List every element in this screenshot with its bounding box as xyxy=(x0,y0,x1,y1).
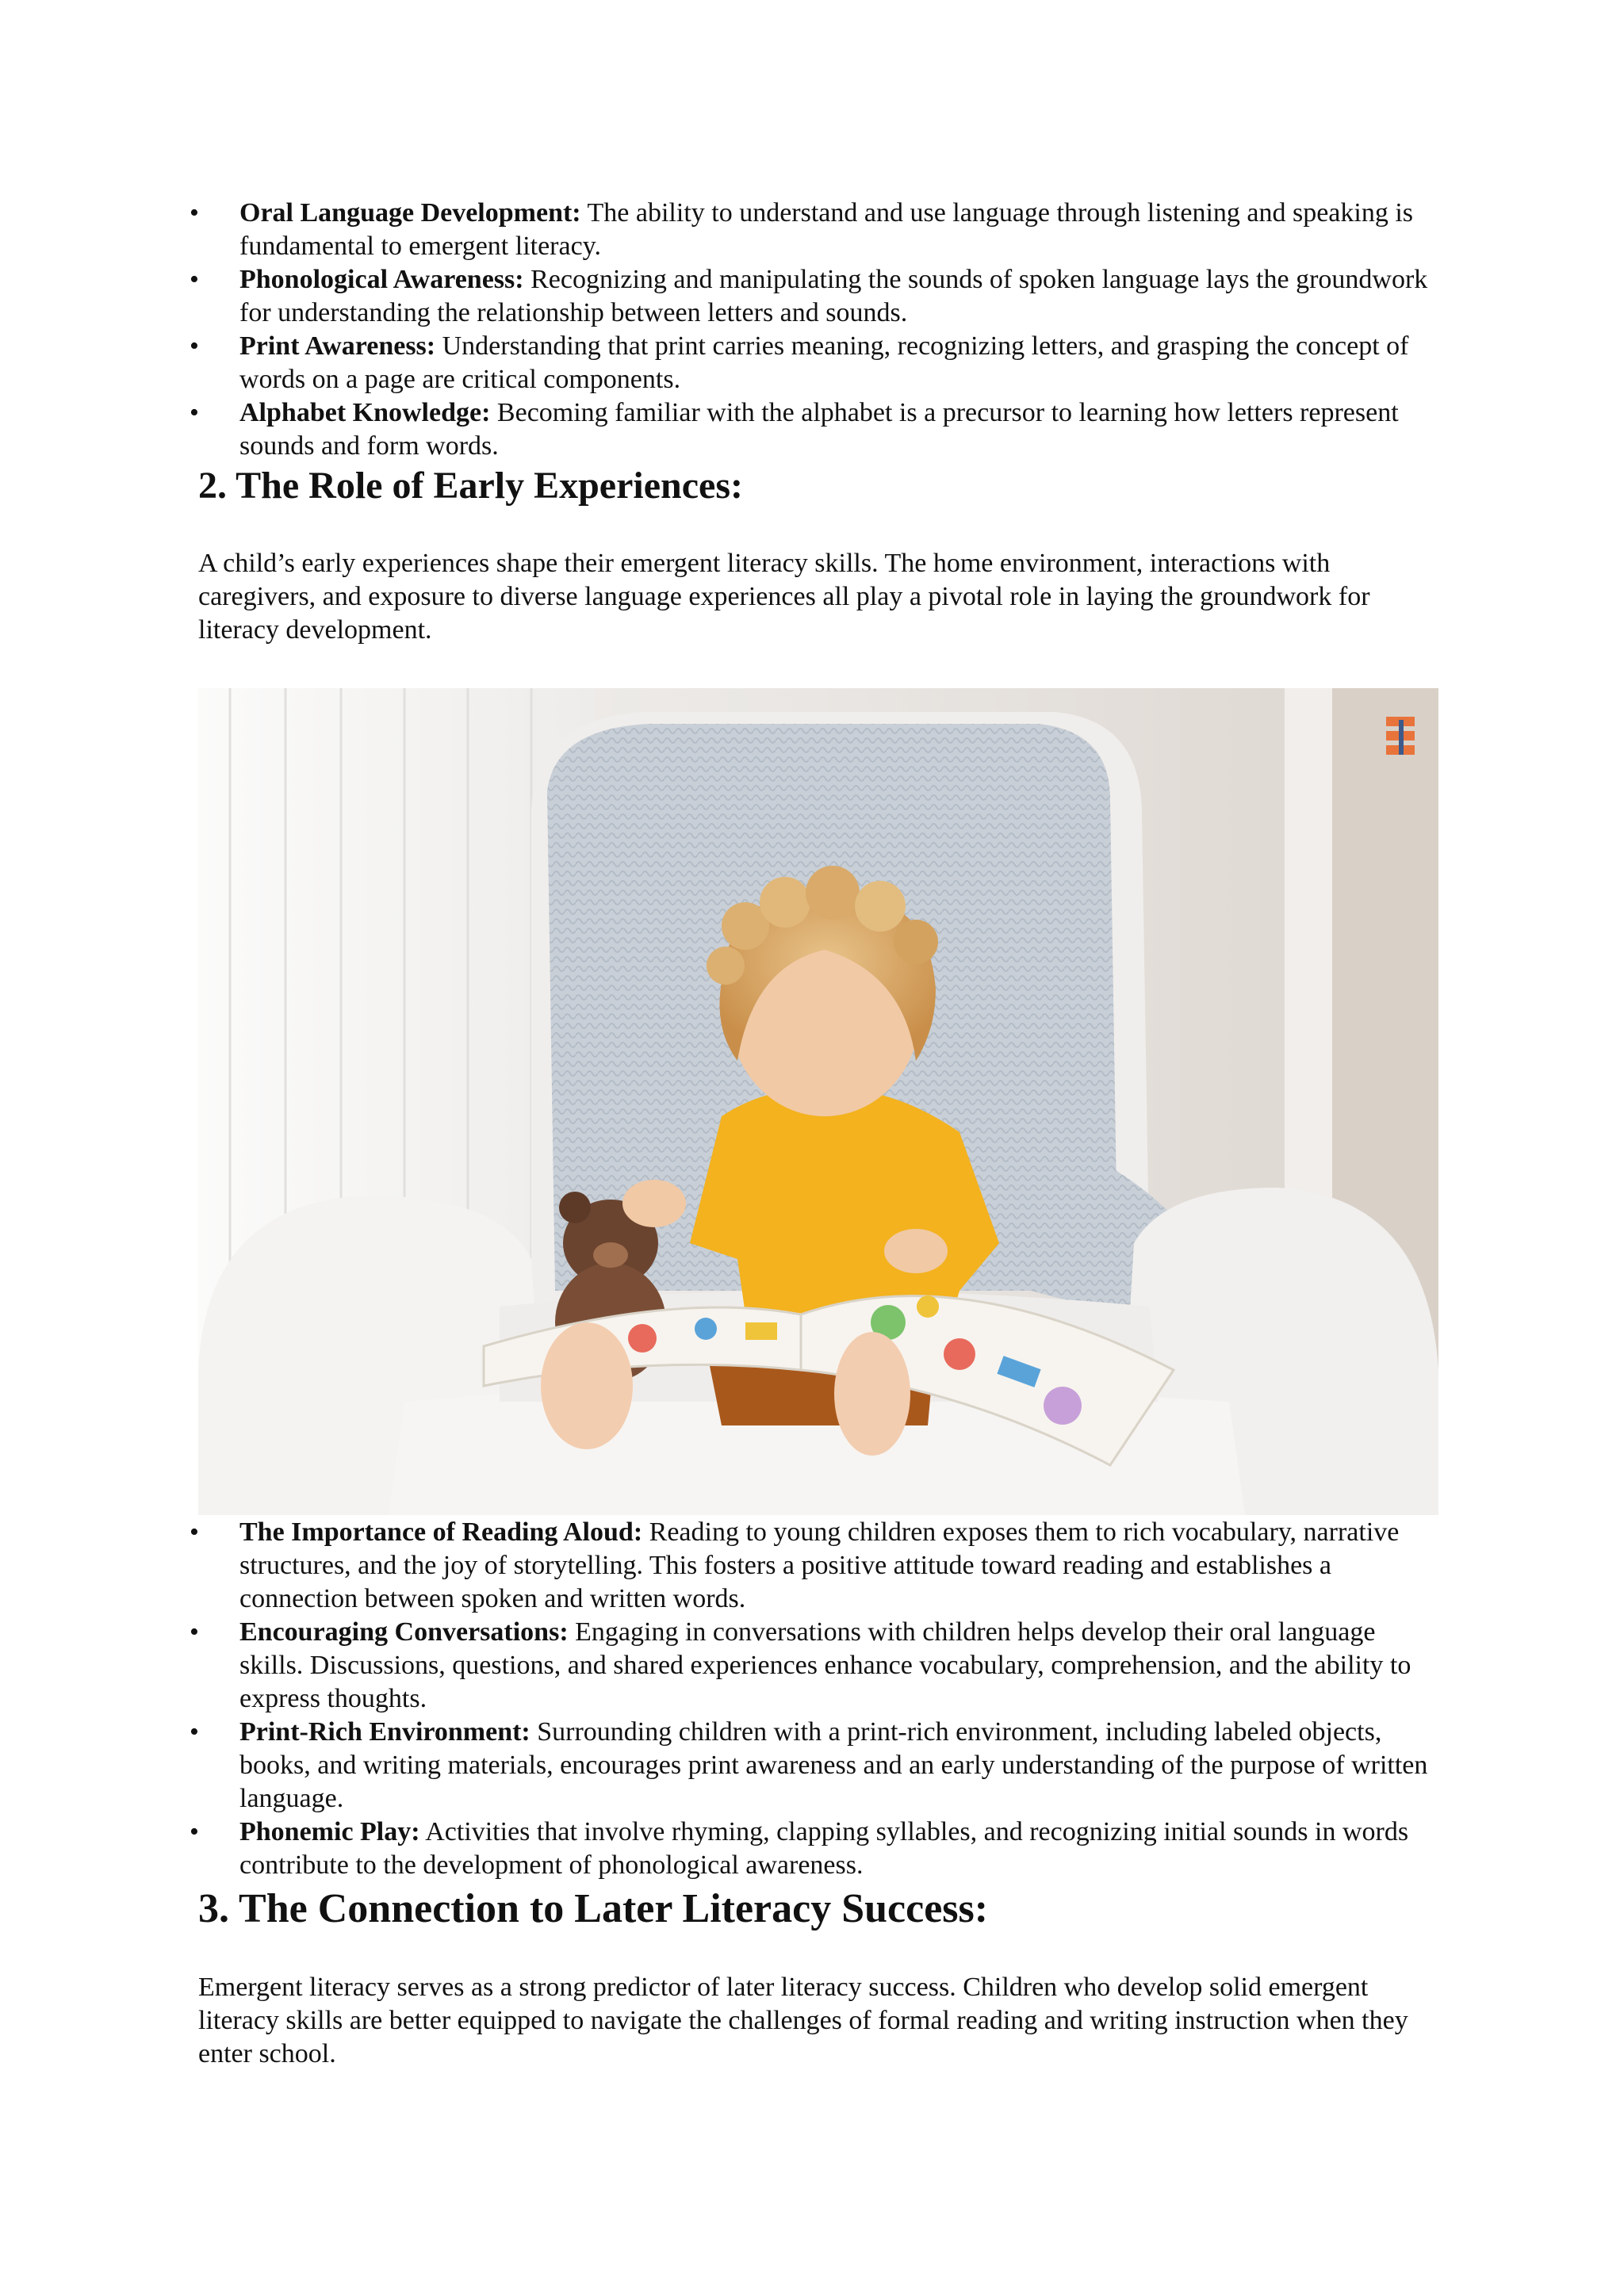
list-item-term: Print-Rich Environment: xyxy=(239,1717,530,1747)
list-item-text: Surrounding children with a print-rich environment, including labeled objects, books, and writing materials, encourages print awareness and an early understanding of the purpose of written language. xyxy=(239,1717,1428,1813)
section-paragraph-early-experiences: A child’s early experiences shape their emergent literacy skills. The home environment, interactions with caregivers, and exposure to diverse language experiences all play a pivotal role in laying the groundwork for literacy development. xyxy=(198,549,1370,645)
literacy-components-list xyxy=(198,197,1435,463)
watermark-logo xyxy=(1386,717,1415,755)
list-item xyxy=(198,1616,1435,1716)
list-item-text: Understanding that print carries meaning, recognizing letters, and grasping the concept of words on a page are critical components. xyxy=(239,331,1409,394)
list-item-text: Becoming familiar with the alphabet is a precursor to learning how letters represent sounds and form words. xyxy=(239,398,1399,461)
list-item-text: Activities that involve rhyming, clapping syllables, and recognizing initial sounds in words contribute to the development of phonological awareness. xyxy=(239,1817,1409,1880)
section-heading-later-success: 3. The Connection to Later Literacy Success: xyxy=(198,1886,989,1931)
list-item-term: Alphabet Knowledge: xyxy=(239,398,491,427)
section-heading-early-experiences: 2. The Role of Early Experiences: xyxy=(198,465,744,507)
list-item-text: The ability to understand and use language through listening and speaking is fundamental to emergent literacy. xyxy=(239,198,1414,261)
list-item xyxy=(198,1516,1435,1616)
section-paragraph-later-success: Emergent literacy serves as a strong predictor of later literacy success. Children who develop solid emergent literacy skills are better equipped to navigate the challenges of formal reading and writing instruction when they enter school. xyxy=(198,1973,1408,2068)
list-item xyxy=(198,330,1435,396)
child-reading-photo xyxy=(198,688,1438,1515)
list-item-term: Phonological Awareness: xyxy=(239,265,524,294)
list-item xyxy=(198,197,1435,263)
list-item xyxy=(198,1716,1435,1816)
list-item-term: Print Awareness: xyxy=(239,331,436,361)
list-item-text: Engaging in conversations with children helps develop their oral language skills. Discussions, questions, and shared experiences enhance vocabulary, comprehension, and the ability to express thoughts. xyxy=(239,1617,1411,1713)
list-item-term: Encouraging Conversations: xyxy=(239,1617,569,1647)
list-item xyxy=(198,263,1435,330)
list-item xyxy=(198,1816,1435,1882)
list-item-term: The Importance of Reading Aloud: xyxy=(239,1517,643,1547)
early-experiences-list xyxy=(198,1516,1435,1882)
list-item xyxy=(198,396,1435,463)
list-item-text: Reading to young children exposes them to rich vocabulary, narrative structures, and the joy of storytelling. This fosters a positive attitude toward reading and establishes a connection between spoken and written words. xyxy=(239,1517,1400,1613)
list-item-term: Phonemic Play: xyxy=(239,1817,420,1846)
list-item-term: Oral Language Development: xyxy=(239,198,581,228)
list-item-text: Recognizing and manipulating the sounds of spoken language lays the groundwork for understanding the relationship between letters and sounds. xyxy=(239,265,1428,327)
